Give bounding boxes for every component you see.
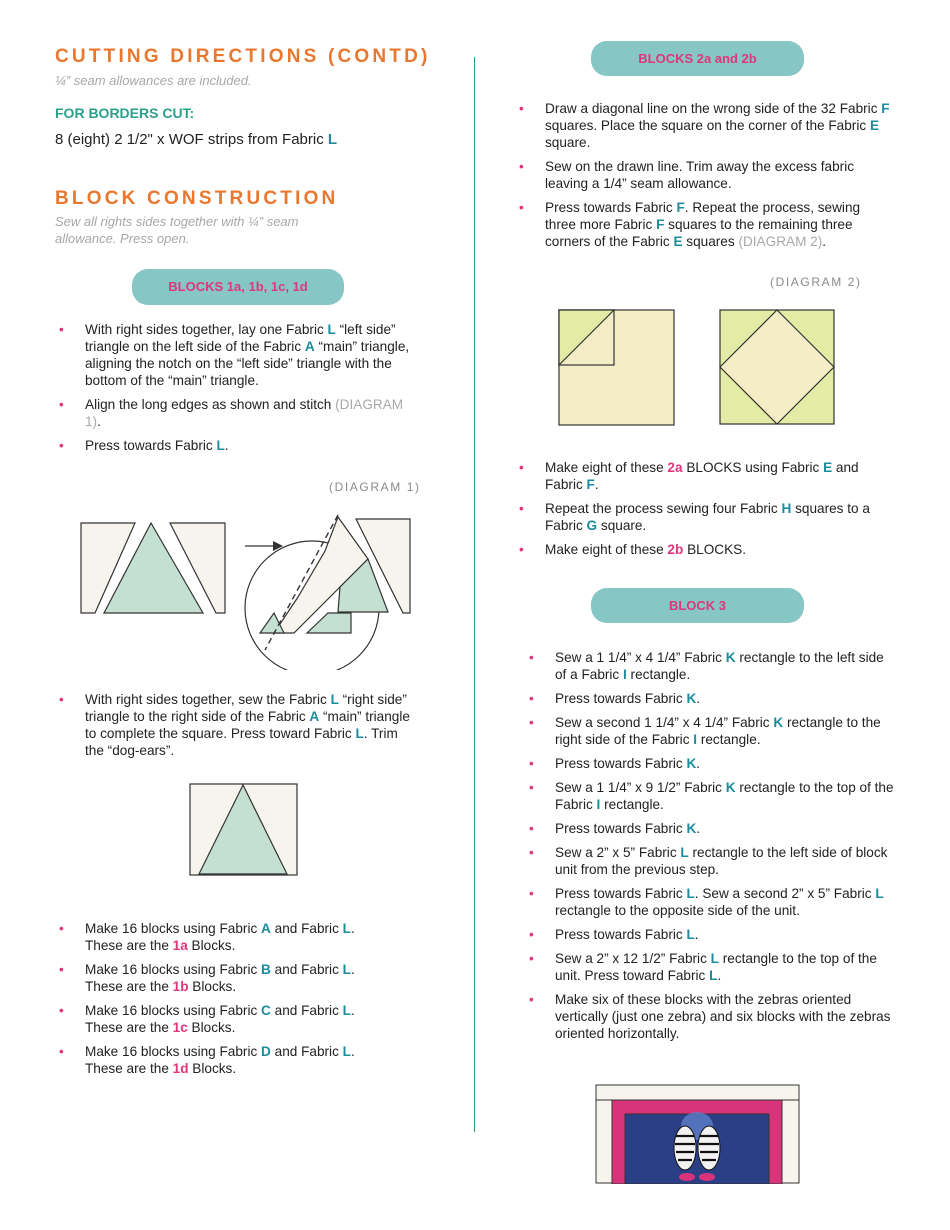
blocks-2-steps-a: [519, 100, 890, 250]
list-item: • Sew a 2” x 5” Fabric L rectangle to the left side of block unit from the previous step.: [529, 845, 888, 877]
block-3-label: BLOCK 3: [591, 588, 804, 623]
blocks-1-make-list: [59, 920, 415, 1077]
list-item: • Press towards Fabric L. Sew a second 2” x 5” Fabric L rectangle to the opposite side of the unit.: [529, 886, 884, 918]
borders-heading: FOR BORDERS CUT:: [55, 105, 195, 121]
list-item: • Press towards Fabric L.: [59, 438, 229, 453]
list-item: • Sew a 1 1/4” x 9 1/2” Fabric K rectangle to the top of the Fabric I rectangle.: [529, 780, 894, 812]
list-item: • With right sides together, sew the Fabric L “right side” triangle to the right side of the Fabric A “main” triangle to complete the square. Press toward Fabric L. Trim the “dog-ears”.: [59, 692, 410, 758]
list-item: • With right sides together, lay one Fabric L “left side” triangle on the left side of the Fabric A “main” triangle, aligning the notch on the “left side” triangle with the bottom of the “main” triangle.: [59, 322, 410, 388]
cutting-title: CUTTING DIRECTIONS (CONTD): [55, 46, 431, 67]
blocks-1-label: BLOCKS 1a, 1b, 1c, 1d: [132, 269, 344, 305]
list-item: • Press towards Fabric F. Repeat the process, sewing three more Fabric F squares to the remaining three corners of the Fabric E squares (DIAGRAM 2).: [519, 200, 861, 249]
list-item: • Make six of these blocks with the zebras oriented vertically (just one zebra) and six blocks with the zebras oriented horizontally.: [529, 992, 891, 1041]
construction-note: Sew all rights sides together with ¼” seam allowance. Press open.: [55, 214, 299, 246]
blocks-1-steps-b: [59, 691, 415, 759]
blocks-2-label: BLOCKS 2a and 2b: [591, 41, 804, 76]
borders-text: 8 (eight) 2 1/2" x WOF strips from Fabric L: [55, 131, 338, 148]
column-divider: [474, 57, 475, 1132]
block-1-complete-diagram: [189, 783, 299, 877]
list-item: • Make 16 blocks using Fabric C and Fabric L. These are the 1c Blocks.: [59, 1003, 355, 1035]
diagram-2: [556, 307, 841, 429]
list-item: • Sew a second 1 1/4” x 4 1/4” Fabric K rectangle to the right side of the Fabric I rectangle.: [529, 715, 881, 747]
blocks-1-steps-a: [59, 321, 415, 454]
list-item: • Sew a 2” x 12 1/2” Fabric L rectangle to the top of the unit. Press toward Fabric L.: [529, 951, 877, 983]
block-3-steps: [529, 649, 895, 1042]
diagram-1: [70, 505, 420, 670]
list-item: • Sew a 1 1/4” x 4 1/4” Fabric K rectangle to the left side of a Fabric I rectangle.: [529, 650, 884, 682]
diagram-1-pieces: [81, 515, 410, 670]
blocks-2-steps-b: [519, 459, 890, 558]
construction-title: BLOCK CONSTRUCTION: [55, 188, 339, 209]
seam-note: ¼” seam allowances are included.: [55, 73, 252, 88]
list-item: • Make 16 blocks using Fabric A and Fabric L. These are the 1a Blocks.: [59, 921, 355, 953]
diagram-2-label: (DIAGRAM 2): [770, 275, 862, 289]
list-item: • Repeat the process sewing four Fabric H squares to a Fabric G square.: [519, 501, 870, 533]
block-3-diagram: [595, 1084, 801, 1184]
list-item: • Press towards Fabric K.: [529, 756, 701, 771]
list-item: • Make 16 blocks using Fabric D and Fabric L. These are the 1d Blocks.: [59, 1044, 355, 1076]
diagram-1-label: (DIAGRAM 1): [329, 480, 421, 494]
list-item: • Align the long edges as shown and stitch (DIAGRAM 1).: [59, 397, 404, 429]
list-item: • Press towards Fabric K.: [529, 691, 701, 706]
list-item: • Press towards Fabric L.: [529, 927, 699, 942]
list-item: • Sew on the drawn line. Trim away the excess fabric leaving a 1/4” seam allowance.: [519, 159, 855, 191]
list-item: • Make eight of these 2b BLOCKS.: [519, 542, 747, 557]
list-item: • Draw a diagonal line on the wrong side of the 32 Fabric F squares. Place the square on the corner of the Fabric E square.: [519, 101, 890, 150]
list-item: • Press towards Fabric K.: [529, 821, 701, 836]
list-item: • Make 16 blocks using Fabric B and Fabric L. These are the 1b Blocks.: [59, 962, 355, 994]
list-item: • Make eight of these 2a BLOCKS using Fabric E and Fabric F.: [519, 460, 859, 492]
